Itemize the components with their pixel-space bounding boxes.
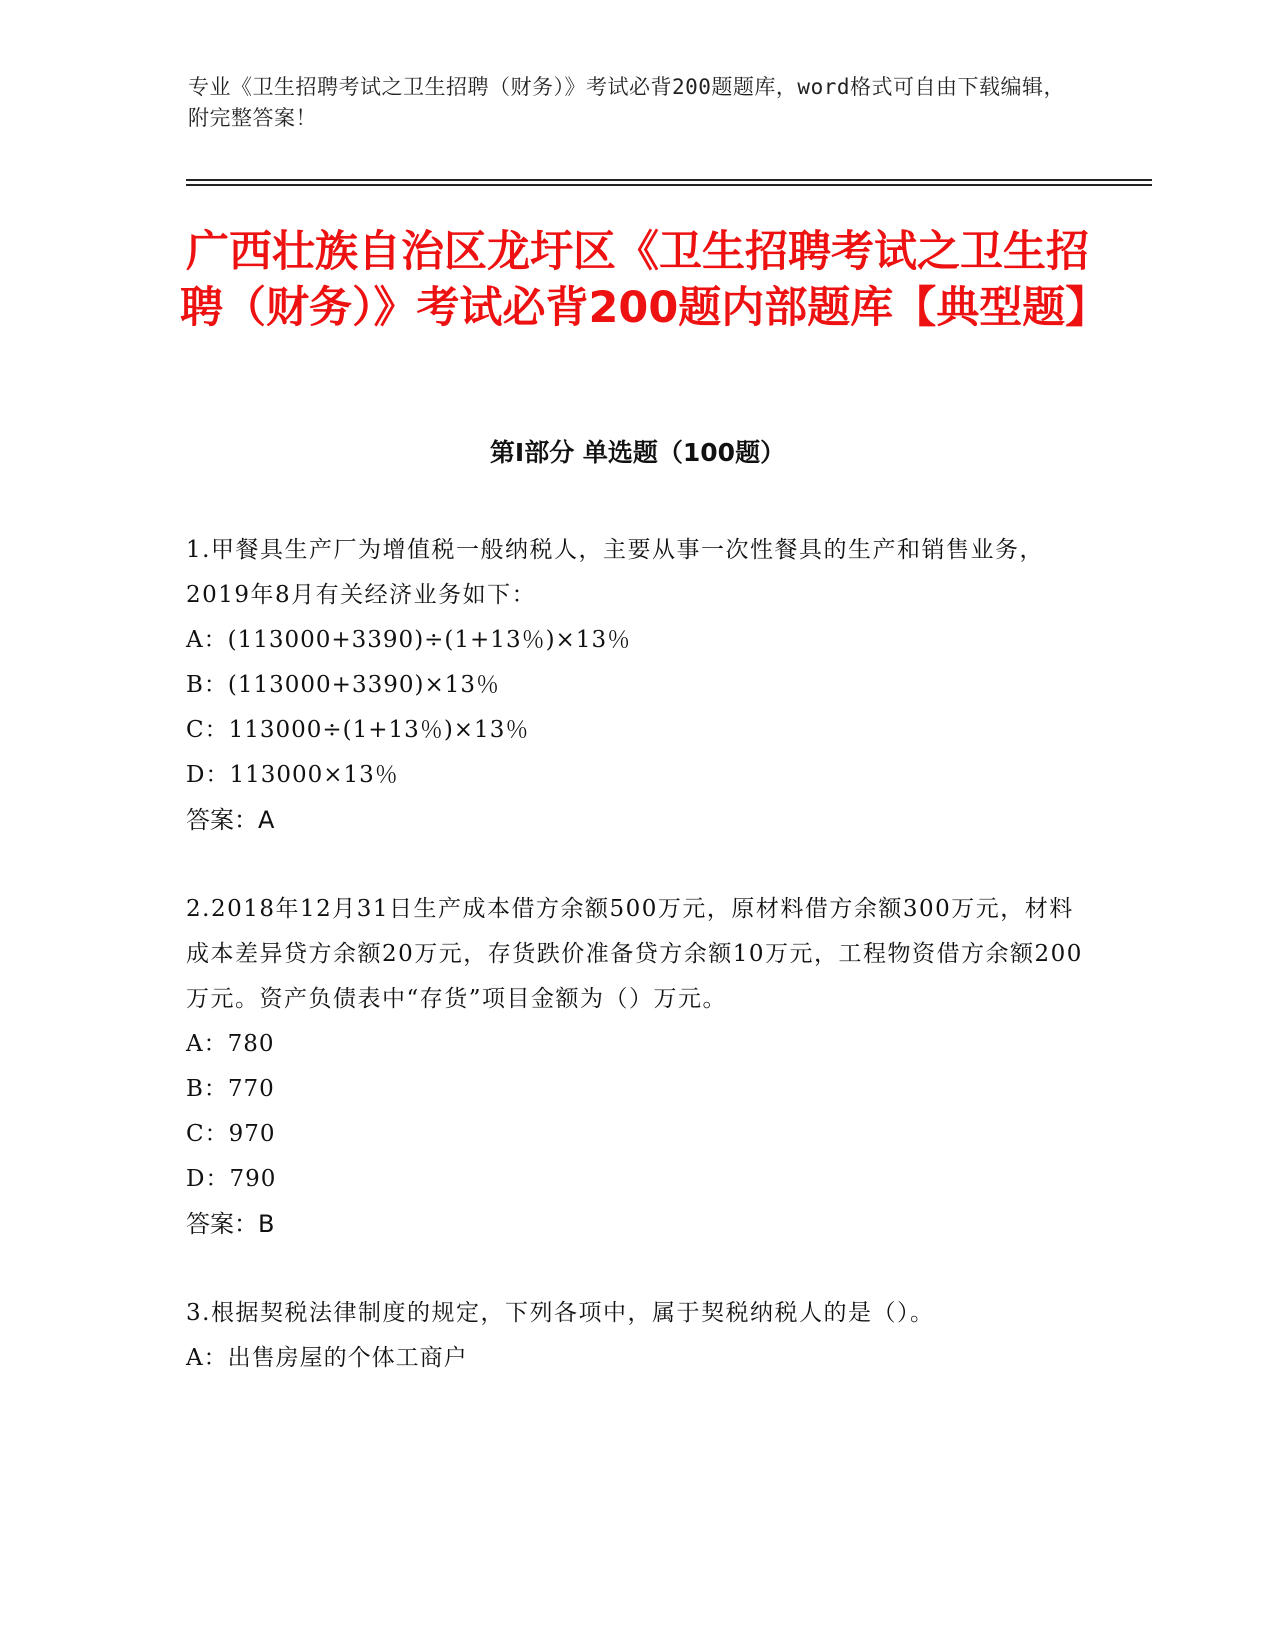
section-title: 第Ⅰ部分 单选题（100题）: [489, 438, 786, 467]
option-b: B：(113000+3390)×13％: [186, 672, 500, 698]
question-list: [186, 528, 1086, 1425]
option-c: C：113000÷(1+13％)×13％: [186, 717, 530, 743]
header-divider-bottom: [186, 184, 1152, 186]
option-a: A：(113000+3390)÷(1+13％)×13％: [186, 627, 632, 653]
option-d: D：113000×13％: [186, 762, 399, 788]
option-a: A：780: [186, 1031, 275, 1057]
option-a: A：出售房屋的个体工商户: [186, 1345, 468, 1371]
question-2: [186, 887, 1086, 1247]
question-stem: 1.甲餐具生产厂为增值税一般纳税人，主要从事一次性餐具的生产和销售业务，2019年8月有关经济业务如下：: [186, 537, 1044, 608]
option-d: D：790: [186, 1166, 277, 1192]
question-stem: 3.根据契税法律制度的规定，下列各项中，属于契税纳税人的是（）。: [186, 1300, 935, 1326]
question-3: [186, 1291, 1086, 1381]
document-title: 广西壮族自治区龙圩区《卫生招聘考试之卫生招聘（财务）》考试必背200题内部题库【典型题】: [180, 227, 1109, 333]
answer: 答案：B: [186, 1210, 275, 1238]
option-b: B：770: [186, 1076, 275, 1102]
header-divider-top: [186, 179, 1152, 181]
answer: 答案：A: [186, 806, 275, 834]
question-stem: 2.2018年12月31日生产成本借方余额500万元，原材料借方余额300万元，材料成本差异贷方余额20万元，存货跌价准备贷方余额10万元，工程物资借方余额200万元。资产负债表中“存货”项目金额为（）万元。: [186, 896, 1083, 1012]
header-note: 专业《卫生招聘考试之卫生招聘（财务）》考试必背200题题库，word格式可自由下载编辑，附完整答案！: [188, 75, 1065, 130]
option-c: C：970: [186, 1121, 276, 1147]
question-1: [186, 528, 1086, 843]
